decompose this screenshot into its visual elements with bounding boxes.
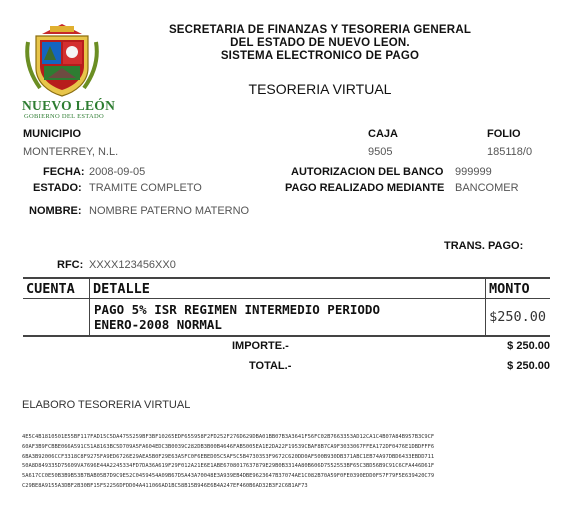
nombre-label: NOMBRE: (29, 205, 82, 217)
folio-value: 185118/0 (487, 146, 533, 158)
row-detalle-line-1: PAGO 5% ISR REGIMEN INTERMEDIO PERIODO (94, 302, 380, 317)
fecha-value: 2008-09-05 (89, 166, 146, 178)
column-header-monto: MONTO (486, 278, 551, 299)
detail-table (23, 277, 550, 337)
caja-label: CAJA (368, 128, 398, 140)
column-header-cuenta: CUENTA (23, 278, 90, 299)
pago-mediante-label: PAGO REALIZADO MEDIANTE (285, 182, 445, 194)
caja-value: 9505 (368, 146, 393, 158)
municipio-value: MONTERREY, N.L. (23, 146, 119, 158)
row-cuenta (23, 299, 90, 337)
importe-value: $ 250.00 (507, 340, 550, 352)
sello-digital: 4E5C4B1810501E55BF117FAD15C5DA4755259BF3BF10265EDF655958F2FD252F276D629DBA01BB07B3A3641F56FC02B7663353AD12CA1C4B07A84B957B3C9CF60AF3B9FCBBE066A591C51A8163BC5D709A5FA604EDC3B0039C282DB3B00B4646FAB5005EA1E2DA22F19539CBAF8B7CA9F3033067FFEA172DF0476E1DBDFFF66BA3B92006CCF3318C8F9275FA9ED6726E29AEA5B0F29E63A5FC0F6EBED05C5AF5C5B4730353F9672C620DD0AF500B930DB371ABC1EB74A97DBD6433EBDD71150A8D849335D75609VA7696E44A2245334FD7DA36A619F29F012A21E6E1ABE6708017637879E29B0B3314A80B606D7552553BF65C3BD56B9C91C6CFA446D61F5A617CC0E50B3B9B53B7BAB05B7D9C9E52C0459454A09B67D5A43A70048E3A939EB4DBE9623647B37074AE1C082B70A59F0FE0390EDD0F57F79F5E639420C79C29BE8A9155A3DBF2B30BF15F52256DFDD04A411066AD1BC58B15B946E6B4A247EF460B6AD32B3F2C6B1AF73 (22, 434, 435, 489)
logo-tagline: GOBIERNO DEL ESTADO (24, 113, 105, 120)
table-header-row (23, 278, 550, 299)
table-row (23, 299, 550, 337)
header-line-1: SECRETARIA DE FINANZAS Y TESORERIA GENERAL (168, 24, 472, 36)
row-detalle-line-2: ENERO-2008 NORMAL (94, 317, 222, 332)
total-value: $ 250.00 (507, 360, 550, 372)
total-label: TOTAL.- (249, 360, 292, 372)
header-line-3: SISTEMA ELECTRONICO DE PAGO (220, 50, 420, 62)
logo-name: NUEVO LEÓN (22, 98, 116, 113)
rfc-value: XXXX123456XX0 (89, 259, 176, 271)
autorizacion-value: 999999 (455, 166, 492, 178)
page-subtitle: TESORERIA VIRTUAL (248, 81, 392, 97)
elaboro-text: ELABORO TESORERIA VIRTUAL (22, 399, 191, 411)
column-header-detalle: DETALLE (90, 278, 486, 299)
importe-label: IMPORTE.- (232, 340, 289, 352)
row-monto: $250.00 (486, 299, 551, 337)
folio-label: FOLIO (487, 128, 521, 140)
rfc-label: RFC: (57, 259, 84, 271)
pago-mediante-value: BANCOMER (455, 182, 519, 194)
municipio-label: MUNICIPIO (23, 128, 82, 140)
nombre-value: NOMBRE PATERNO MATERNO (89, 205, 250, 217)
autorizacion-label: AUTORIZACION DEL BANCO (291, 166, 444, 178)
estado-value: TRAMITE COMPLETO (89, 182, 202, 194)
nuevo-leon-logo (22, 20, 116, 120)
fecha-label: FECHA: (43, 166, 85, 178)
estado-label: ESTADO: (33, 182, 82, 194)
coat-of-arms-icon (22, 20, 102, 98)
row-detalle (90, 299, 486, 337)
header-line-2: DEL ESTADO DE NUEVO LEON. (230, 37, 410, 49)
trans-pago-label: TRANS. PAGO: (444, 240, 524, 252)
